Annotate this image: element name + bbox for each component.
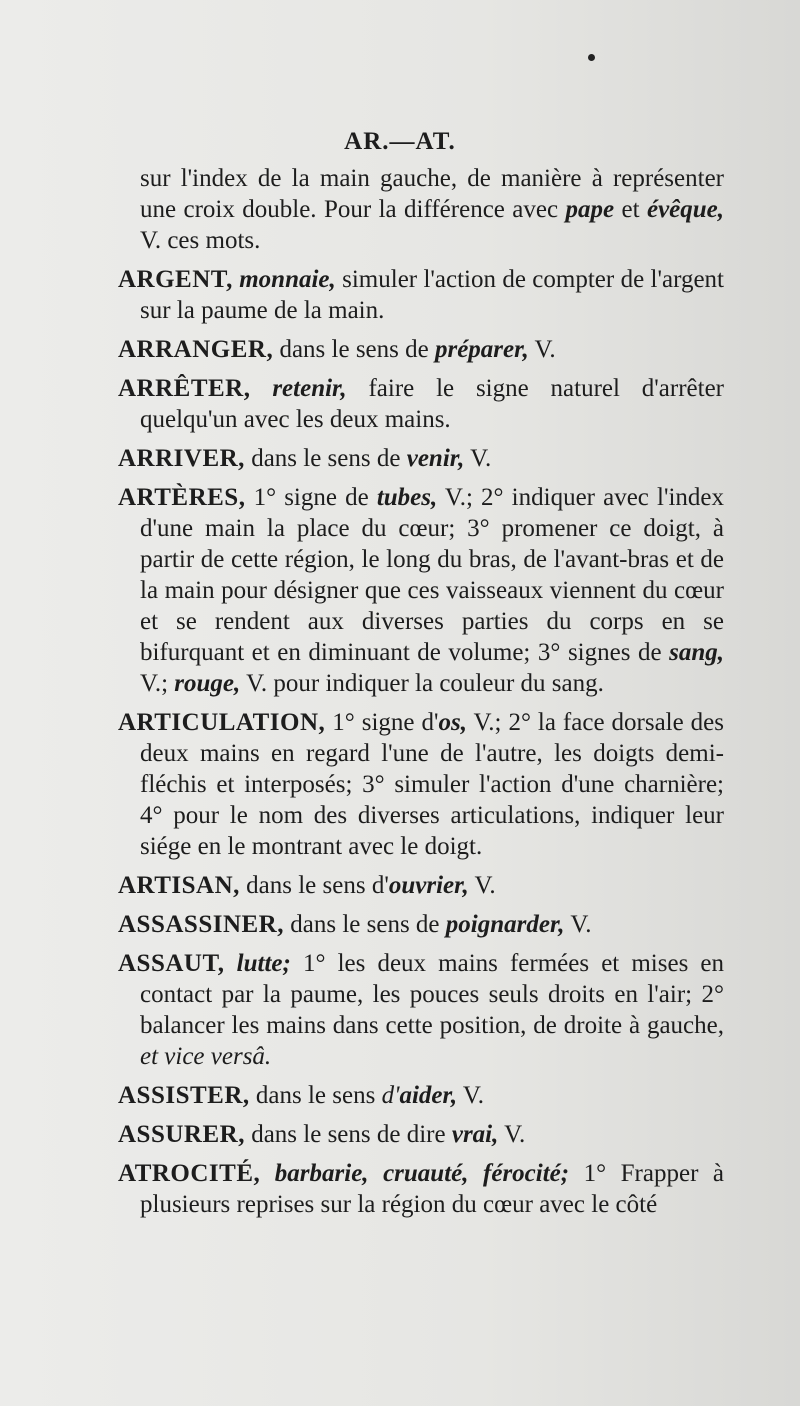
text: V. pour indiquer la couleur du sang.: [240, 670, 604, 697]
cross-reference: ouvrier,: [388, 872, 469, 899]
cross-reference: évêque,: [646, 196, 725, 223]
entry-atrocite: [118, 1158, 724, 1220]
text: dans le sens d': [239, 872, 389, 899]
cross-reference: aider,: [399, 1082, 458, 1109]
text: 1° signe de: [245, 484, 377, 511]
cross-reference: rouge,: [174, 670, 241, 697]
entry-assassiner: [118, 909, 724, 940]
text: 1° Frapper à plusieurs reprises sur la région du cœur avec le côté: [140, 1160, 725, 1218]
text: V.: [528, 336, 556, 363]
text: V.; 2° indiquer avec l'index d'une main la place du cœur; 3° promener ce doigt, à partir de cette région, le long du bras, de l'avant-bras et de la main pour désigner que ces vaisseaux viennent du cœur et se rendent aux diverses parties du corps en se bifurquant et en diminuant de volume; 3° signes de: [140, 484, 724, 666]
text: V. ces mots.: [140, 227, 261, 254]
italic-text: d': [381, 1082, 400, 1109]
text: V.: [457, 1082, 484, 1109]
cross-reference: os,: [438, 709, 467, 736]
text: sur l'index de la main gauche, de manière à représenter une croix double. Pour la différence avec: [140, 165, 724, 223]
headword: ARRÊTER,: [118, 375, 251, 402]
entry-arteres: [118, 482, 724, 699]
text: faire le signe naturel d'arrêter quelqu'un avec les deux mains.: [140, 375, 724, 433]
headword: ASSISTER,: [118, 1082, 250, 1109]
text: simuler l'action de compter de l'argent sur la paume de la main.: [140, 266, 724, 324]
cross-reference: sang,: [669, 639, 724, 666]
cross-reference: barbarie, cruauté, férocité;: [274, 1160, 570, 1187]
entry-arreter: [118, 373, 724, 435]
cross-reference: monnaie,: [239, 266, 336, 293]
entry-artisan: [118, 870, 724, 901]
text: V.; 2° la face dorsale des deux mains en regard l'une de l'autre, les doigts demi-fléchis et interposés; 3° simuler l'action d'une charnière; 4° pour le nom des diverses articulations, indiquer leur siége en le montrant avec le doigt.: [140, 709, 725, 860]
headword: ASSAUT,: [118, 950, 225, 977]
running-head: AR.—AT.: [344, 128, 456, 155]
headword: ARTÈRES,: [118, 484, 246, 511]
text: dans le sens de: [244, 445, 407, 472]
headword: ARRANGER,: [118, 336, 274, 363]
entry-arranger: [118, 334, 724, 365]
headword: ARRIVER,: [118, 445, 245, 472]
text: V.: [498, 1121, 526, 1148]
text: 1° signe d': [325, 709, 439, 736]
text: 1° les deux mains fermées et mises en contact par la paume, les pouces seuls droits en l'air; 2° balancer les mains dans cette position, de droite à gauche,: [140, 950, 725, 1039]
entry-argent: [118, 264, 724, 326]
cross-reference: pape: [565, 196, 615, 223]
text: dans le sens de: [284, 911, 446, 938]
italic-text: et vice versâ.: [140, 1043, 272, 1070]
text: V.;: [140, 670, 175, 697]
entry-articulation: [118, 707, 724, 862]
page-body: [118, 163, 724, 1228]
cross-reference: préparer,: [434, 336, 529, 363]
cross-reference: vrai,: [451, 1121, 499, 1148]
headword: ARGENT,: [118, 266, 233, 293]
text: et: [614, 196, 647, 223]
cross-reference: lutte;: [236, 950, 291, 977]
cross-reference: tubes,: [376, 484, 438, 511]
headword: ATROCITÉ,: [118, 1160, 261, 1187]
cross-reference: poignarder,: [445, 911, 565, 938]
text: V.: [464, 445, 492, 472]
text: dans le sens de: [273, 336, 435, 363]
headword: ASSURER,: [118, 1121, 245, 1148]
cross-reference: retenir,: [272, 375, 347, 402]
ink-dot: [588, 54, 595, 61]
headword: ARTICULATION,: [118, 709, 326, 736]
text: V.: [564, 911, 592, 938]
entry-assister: [118, 1080, 724, 1111]
entry-assurer: [118, 1119, 724, 1150]
text: V.: [468, 872, 496, 899]
text: dans le sens: [249, 1082, 382, 1109]
entry-assaut: [118, 948, 724, 1072]
continuation-paragraph: [140, 163, 724, 256]
entry-arriver: [118, 443, 724, 474]
headword: ASSASSINER,: [118, 911, 284, 938]
headword: ARTISAN,: [118, 872, 240, 899]
cross-reference: venir,: [406, 445, 465, 472]
text: dans le sens de dire: [244, 1121, 452, 1148]
